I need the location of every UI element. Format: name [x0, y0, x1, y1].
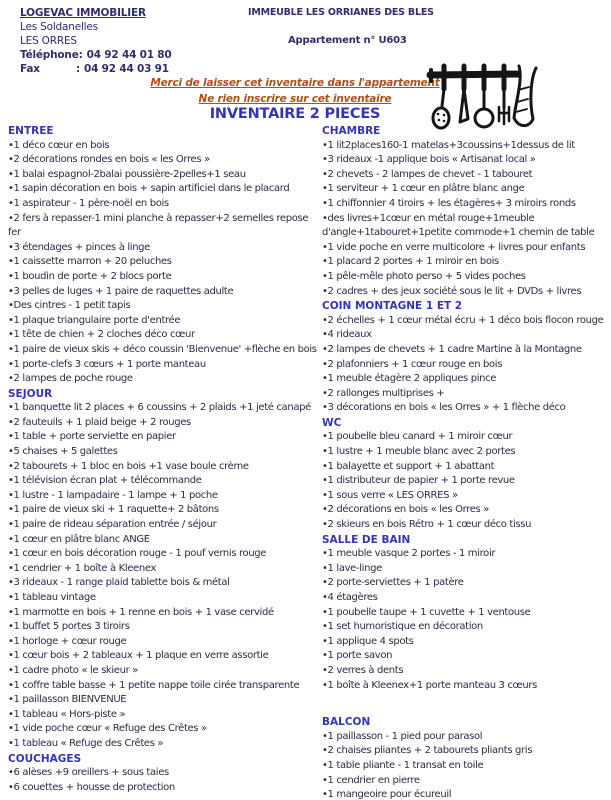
inventory-line: •1 marmotte en bois + 1 renne en bois + 1 vase cervidé — [8, 606, 274, 618]
inventory-line: •3 pelles de luges + 1 paire de raquettes adulte — [8, 285, 234, 297]
inventory-line: •3 étendages + pinces à linge — [8, 241, 150, 253]
section-heading-entree: ENTREE — [8, 125, 54, 137]
inventory-line: •1 cœur bois + 2 tableaux + 1 plaque en verre assortie — [8, 650, 269, 662]
inventory-line: •2 échelles + 1 cœur métal écru + 1 déco bois flocon rouge — [322, 314, 604, 326]
inventory-line: •4 rideaux — [322, 329, 372, 341]
inventory-line: •1 paire de rideau séparation entrée / séjour — [8, 519, 217, 531]
agency-name: LOGEVAC IMMOBILIER — [20, 7, 146, 19]
fax-number: 04 92 44 03 91 — [84, 63, 169, 75]
inventory-line: •1 paillasson - 1 pied pour parasol — [322, 730, 483, 742]
apartment-number: Appartement n° U603 — [288, 35, 407, 46]
inventory-line: •2 lampes de chevets + 1 cadre Martine à la Montagne — [322, 343, 582, 355]
inventory-line: •1 porte savon — [322, 650, 393, 662]
inventory-line: •1 buffet 5 portes 3 tiroirs — [8, 621, 130, 633]
inventory-line: •2 chaises pliantes + 2 tabourets pliants gris — [322, 745, 533, 757]
inventory-line: •1 aspirateur - 1 père-noël en bois — [8, 197, 169, 209]
inventory-line: •1 lave-linge — [322, 562, 382, 574]
inventory-line: •1 poubelle bleu canard + 1 miroir cœur — [322, 431, 513, 443]
inventory-line: •1 placard 2 portes + 1 miroir en bois — [322, 256, 499, 268]
inventory-line: •1 tableau « Refuge des Crêtes » — [8, 737, 164, 749]
inventory-line: •1 porte-clefs 3 cœurs + 1 porte manteau — [8, 358, 206, 370]
inventory-line: •1 balai espagnol-2balai poussière-2pelles+1 seau — [8, 168, 246, 180]
inventory-line: •1 caissette marron + 20 peluches — [8, 256, 172, 268]
agency-header — [20, 6, 172, 76]
inventory-line: •2 rallonges multiprises + — [322, 387, 445, 399]
building-name: IMMEUBLE LES ORRIANES DES BLES — [248, 7, 434, 18]
inventory-line: •1 table pliante - 1 transat en toile — [322, 759, 484, 771]
phone-row — [20, 48, 172, 62]
inventory-line: •1 serviteur + 1 cœur en plâtre blanc ange — [322, 183, 525, 195]
inventory-line: •2 chevets - 2 lampes de chevet - 1 tabouret — [322, 168, 533, 180]
inventory-line: •1 tableau « Hors-piste » — [8, 708, 126, 720]
section-heading-salle-de-bain: SALLE DE BAIN — [322, 533, 411, 546]
inventory-line: •3 décorations en bois « les Orres » + 1 flèche déco — [322, 402, 566, 414]
phone-label: Téléphone — [20, 49, 79, 61]
inventory-line: •1 meuble vasque 2 portes - 1 miroir — [322, 548, 496, 560]
inventory-line: •1 tableau vintage — [8, 592, 96, 603]
inventory-line: •1 vide poche en verre multicolore + livres pour enfants — [322, 241, 586, 253]
inventory-line: •1 boudin de porte + 2 blocs porte — [8, 270, 172, 282]
inventory-line: •2 fers à repasser-1 mini planche à repasser+2 semelles repose — [8, 212, 309, 224]
inventory-column-right — [322, 124, 608, 800]
notice-do-not-write: Ne rien inscrire sur cet inventaire — [198, 93, 392, 105]
inventory-line: •1 balayette et support + 1 abattant — [322, 460, 495, 472]
inventory-line: •2 décorations rondes en bois « les Orres » — [8, 154, 210, 166]
inventory-line: •1 pêle-mêle photo perso + 5 vides poches — [322, 270, 526, 282]
inventory-line: •1 chiffonnier 4 tiroirs + les étagères+ 3 miroirs ronds — [322, 197, 576, 209]
inventory-line: •Des cintres - 1 petit tapis — [8, 300, 131, 312]
inventory-line: •1 cadre photo « le skieur » — [8, 664, 138, 676]
inventory-line: •1 distributeur de papier + 1 porte revue — [322, 475, 515, 487]
inventory-line: •1 cœur en bois décoration rouge - 1 pouf vernis rouge — [8, 548, 267, 560]
section-heading-balcon: BALCON — [322, 716, 371, 729]
inventory-line: •1 tête de chien + 2 cloches déco cœur — [8, 329, 195, 341]
inventory-line: •6 couettes + housse de protection — [8, 781, 175, 793]
inventory-line: •des livres+1cœur en métal rouge+1meuble — [322, 212, 535, 224]
inventory-line: •1 banquette lit 2 places + 6 coussins + 2 plaids +1 jeté canapé — [8, 402, 311, 414]
fax-row — [20, 62, 172, 76]
inventory-line: •1 cœur en plâtre blanc ANGE — [8, 533, 150, 545]
inventory-line: •1 plaque triangulaire porte d'entrée — [8, 314, 181, 326]
inventory-line: •4 étagères — [322, 592, 378, 603]
inventory-line: •2 lampes de poche rouge — [8, 373, 133, 385]
inventory-line: •1 cendrier + 1 boîte à Kleenex — [8, 562, 157, 574]
inventory-line: •1 set humoristique en décoration — [322, 621, 483, 633]
section-heading-sejour: SEJOUR — [8, 387, 53, 400]
inventory-line: •6 alèses +9 oreillers + sous taies — [8, 767, 169, 779]
inventory-line: •1 paillasson BIENVENUE — [8, 694, 127, 706]
section-heading-wc: WC — [322, 416, 342, 429]
inventory-line: •1 sapin décoration en bois + sapin artificiel dans le placard — [8, 183, 290, 195]
inventory-column-left — [8, 124, 320, 795]
agency-address-line-2: LES ORRES — [20, 35, 77, 47]
inventory-line: d'angle+1tabouret+1petite commode+1 chemin de table — [322, 227, 595, 239]
inventory-line: •1 poubelle taupe + 1 cuvette + 1 ventouse — [322, 606, 531, 618]
inventory-line: •1 paire de vieux skis + déco coussin 'Bienvenue' +flèche en bois — [8, 343, 317, 355]
inventory-line: •1 horloge + cœur rouge — [8, 635, 127, 647]
inventory-line: •2 skieurs en bois Rétro + 1 cœur déco tissu — [322, 519, 532, 531]
inventory-line: •2 verres à dents — [322, 664, 404, 676]
section-heading-chambre: CHAMBRE — [322, 125, 381, 137]
phone-separator: : — [78, 49, 83, 61]
inventory-line: •1 coffre table basse + 1 petite nappe toile cirée transparente — [8, 679, 300, 691]
inventory-line: •1 vide poche cœur « Refuge des Crêtes » — [8, 723, 207, 735]
inventory-line: •1 déco cœur en bois — [8, 139, 110, 151]
inventory-line: •2 porte-serviettes + 1 patère — [322, 577, 464, 589]
section-heading-coin-montagne-1-et-2: COIN MONTAGNE 1 ET 2 — [322, 300, 463, 313]
agency-address-line-1: Les Soldanelles — [20, 21, 98, 33]
inventory-line: •1 cendrier en pierre — [322, 774, 420, 786]
phone-number: 04 92 44 01 80 — [86, 49, 172, 61]
notice-keep-inventory: Merci de laisser cet inventaire dans l'appartement — [150, 77, 440, 89]
inventory-line: •3 rideaux -1 applique bois « Artisanat local » — [322, 154, 536, 166]
page-title: INVENTAIRE 2 PIECES — [209, 106, 381, 122]
inventory-line: •2 décorations en bois « les Orres » — [322, 504, 490, 516]
inventory-line: •1 paire de vieux ski + 1 raquette+ 2 bâtons — [8, 504, 219, 516]
inventory-line: •5 chaises + 5 galettes — [8, 446, 118, 458]
fax-label: Fax — [20, 63, 40, 75]
fax-separator: : — [76, 63, 80, 75]
inventory-line: •1 lustre + 1 meuble blanc avec 2 portes — [322, 446, 516, 458]
inventory-line: •1 sous verre « LES ORRES » — [322, 489, 458, 501]
inventory-line: •1 boîte à Kleenex+1 porte manteau 3 cœurs — [322, 679, 538, 691]
inventory-line: •1 télévision écran plat + télécommande — [8, 475, 202, 487]
inventory-line: •3 rideaux - 1 range plaid tablette bois & métal — [8, 577, 230, 589]
inventory-line: •2 fauteuils + 1 plaid beige + 2 rouges — [8, 416, 191, 428]
inventory-line: •1 applique 4 spots — [322, 635, 414, 647]
inventory-line: •2 cadres + des jeux société sous le lit + DVDs + livres — [322, 285, 582, 297]
inventory-line: •1 lustre - 1 lampadaire - 1 lampe + 1 poche — [8, 489, 218, 501]
inventory-line: •2 plafonniers + 1 cœur rouge en bois — [322, 358, 503, 370]
section-heading-couchages: COUCHAGES — [8, 752, 82, 765]
inventory-line: •1 table + porte serviette en papier — [8, 431, 176, 443]
inventory-line: •2 tabourets + 1 bloc en bois +1 vase boule crème — [8, 460, 249, 472]
inventory-line: •1 mangeoire pour écureuil — [322, 789, 452, 800]
inventory-line: •1 meuble étagère 2 appliques pince — [322, 373, 497, 385]
inventory-line: •1 lit2places160-1 matelas+3coussins+1dessus de lit — [322, 139, 575, 151]
inventory-line: fer — [8, 227, 21, 239]
